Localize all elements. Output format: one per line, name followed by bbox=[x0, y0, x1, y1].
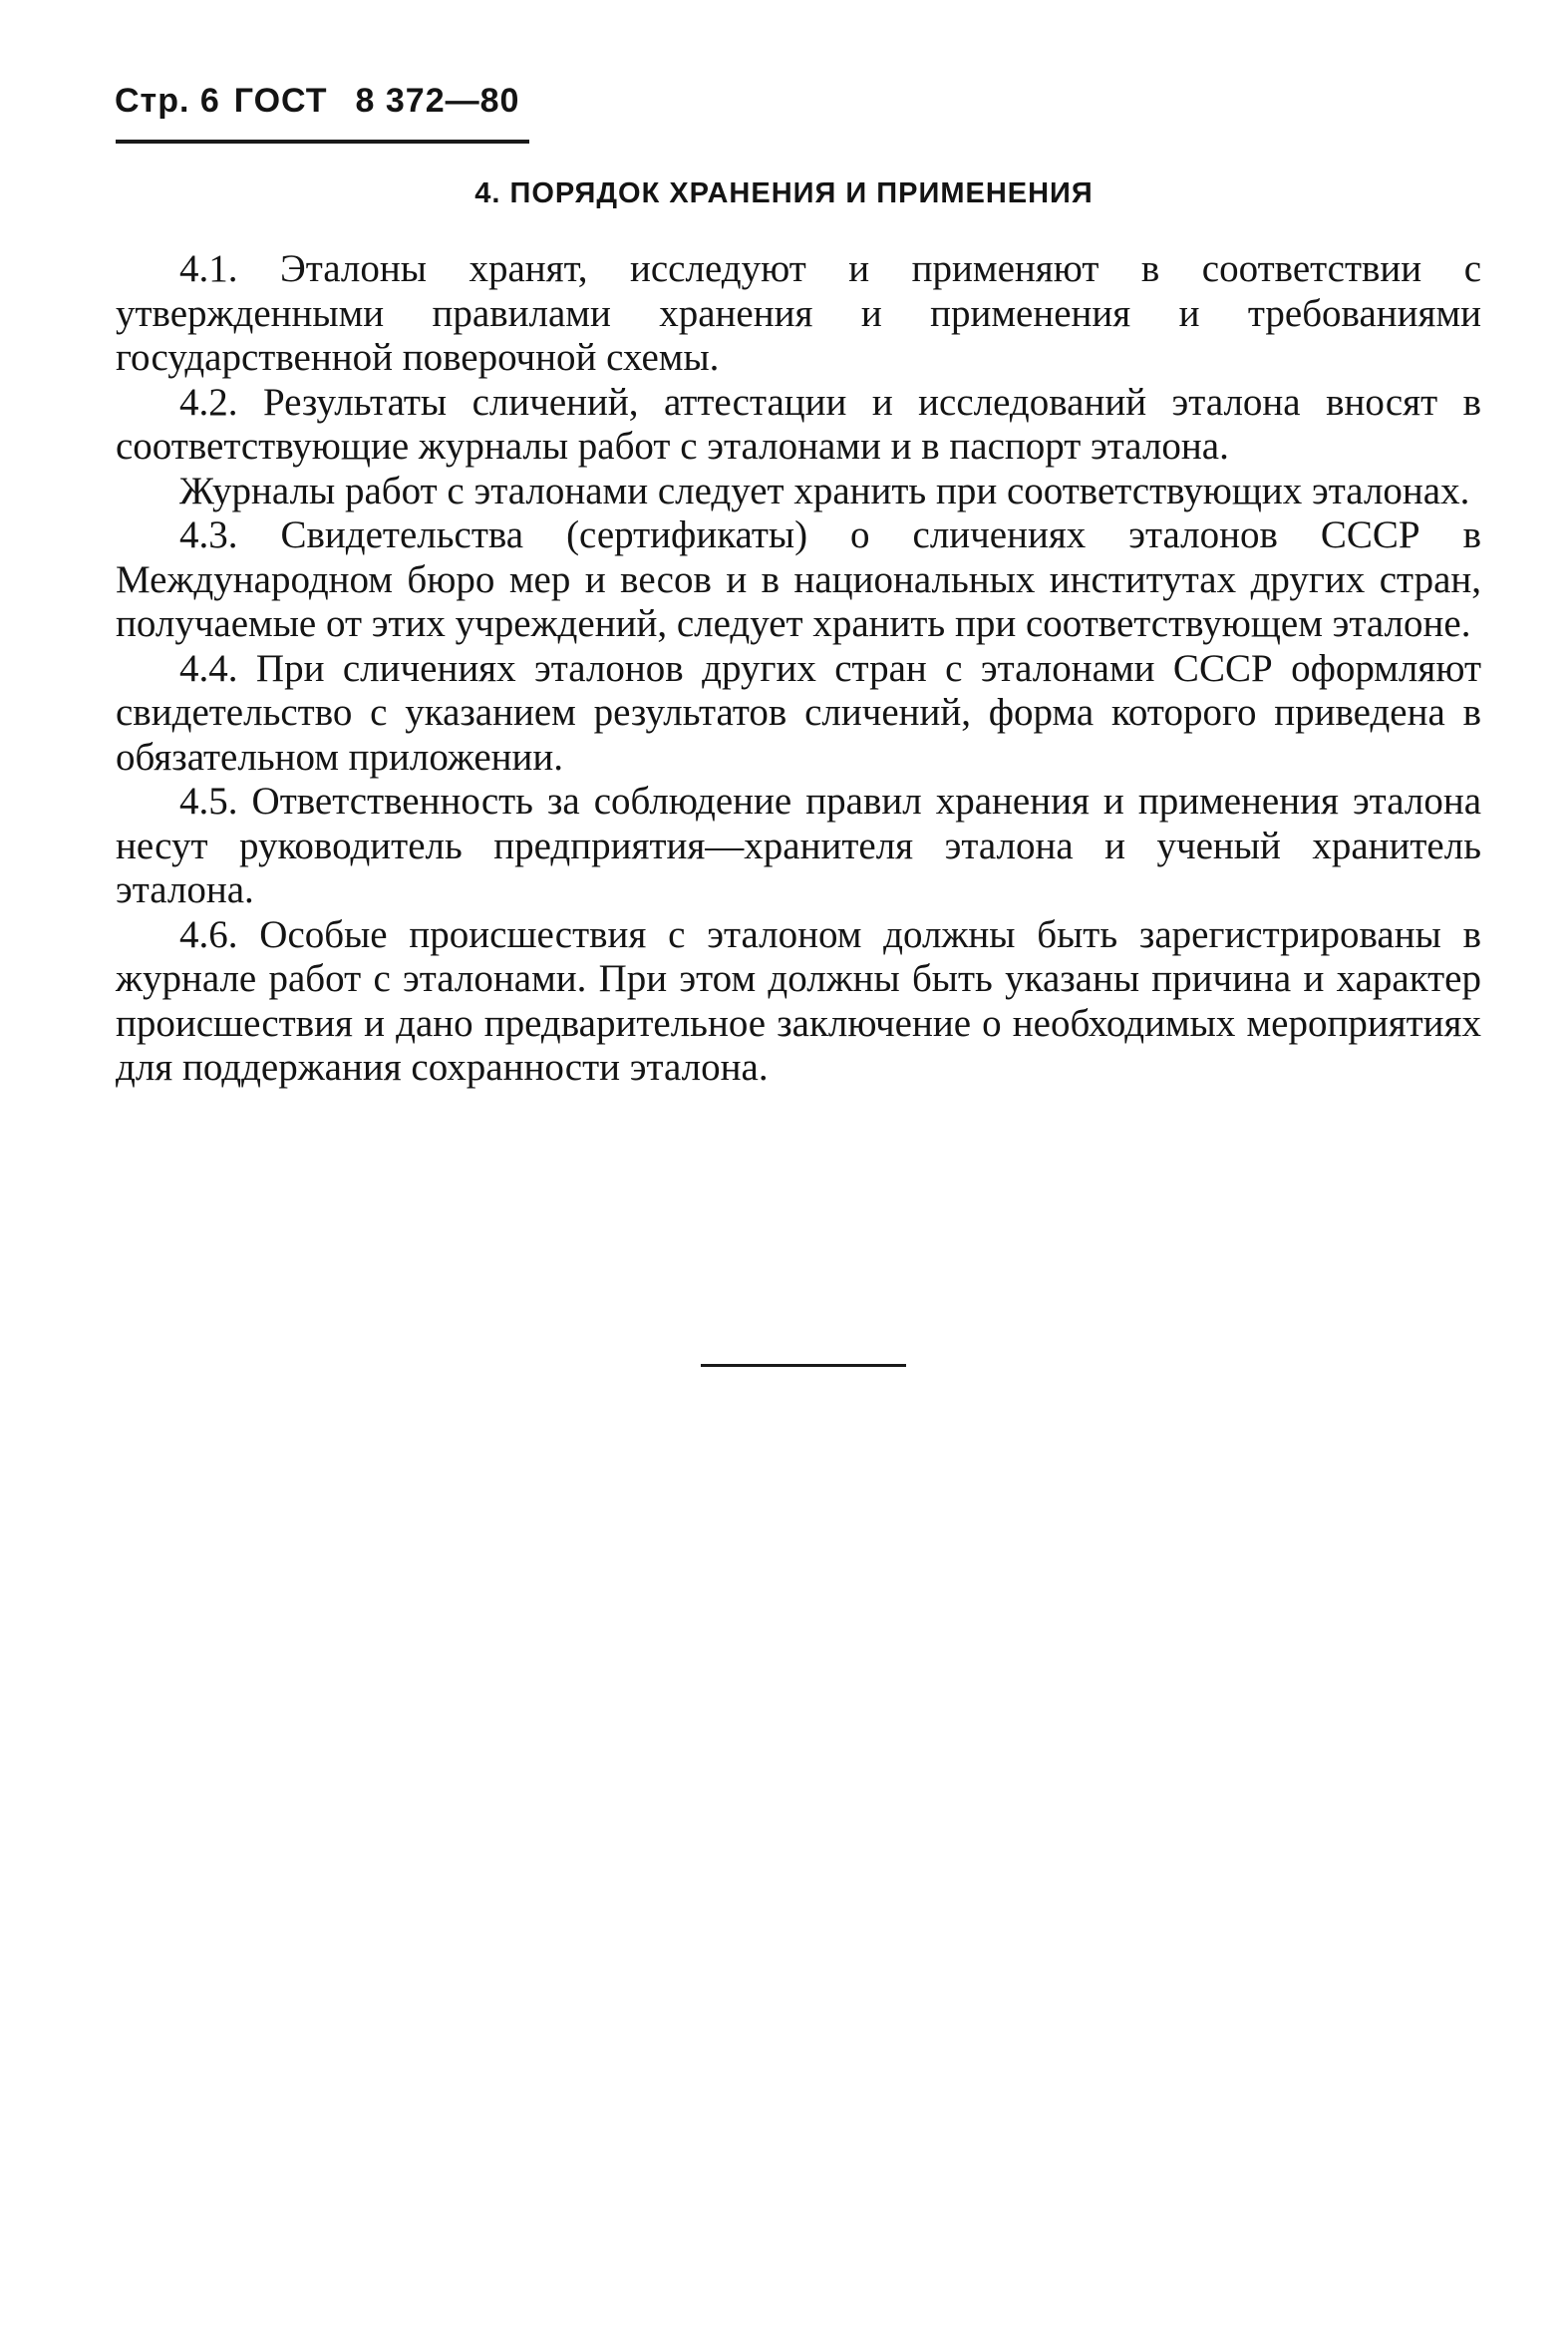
paragraph-4-6: 4.6. Особые происшествия с эталоном должны быть зарегистрированы в журнале работ с эталонами. При этом должны быть указаны причина и характер происшествия и дано предварительное заключение о необходимых мероприятиях для поддержания сохранности эталона. bbox=[116, 912, 1481, 1089]
paragraph-journals: Журналы работ с эталонами следует хранить при соответствующих эталонах. bbox=[179, 469, 1470, 512]
standard-prefix: ГОСТ bbox=[233, 82, 328, 120]
page-number: Стр. 6 bbox=[115, 82, 220, 120]
header-rule bbox=[116, 140, 529, 144]
paragraph-4-5: 4.5. Ответственность за соблюдение правил хранения и применения эталона несут руководитель предприятия—хранителя эталона и ученый хранитель эталона. bbox=[116, 780, 1481, 911]
paragraph-4-1: 4.1. Эталоны хранят, исследуют и применяют в соответствии с утвержденными правилами хранения и применения и требованиями государственной поверочной схемы. bbox=[116, 247, 1481, 379]
section-body bbox=[116, 247, 1481, 1091]
page-header bbox=[115, 82, 519, 121]
paragraph-4-2: 4.2. Результаты сличений, аттестации и исследований эталона вносят в соответствующие журналы работ с эталонами и в паспорт эталона. bbox=[116, 380, 1481, 468]
standard-number: 8 372—80 bbox=[355, 82, 520, 120]
section-title: 4. ПОРЯДОК ХРАНЕНИЯ И ПРИМЕНЕНИЯ bbox=[474, 177, 1094, 209]
end-rule bbox=[701, 1364, 906, 1367]
paragraph-4-3: 4.3. Свидетельства (сертификаты) о сличениях эталонов СССР в Международном бюро мер и весов и в национальных институтах других стран, получаемые от этих учреждений, следует хранить при соответствующем эталоне. bbox=[116, 513, 1481, 645]
paragraph-4-4: 4.4. При сличениях эталонов других стран с эталонами СССР оформляют свидетельство с указанием результатов сличений, форма которого приведена в обязательном приложении. bbox=[116, 646, 1481, 779]
